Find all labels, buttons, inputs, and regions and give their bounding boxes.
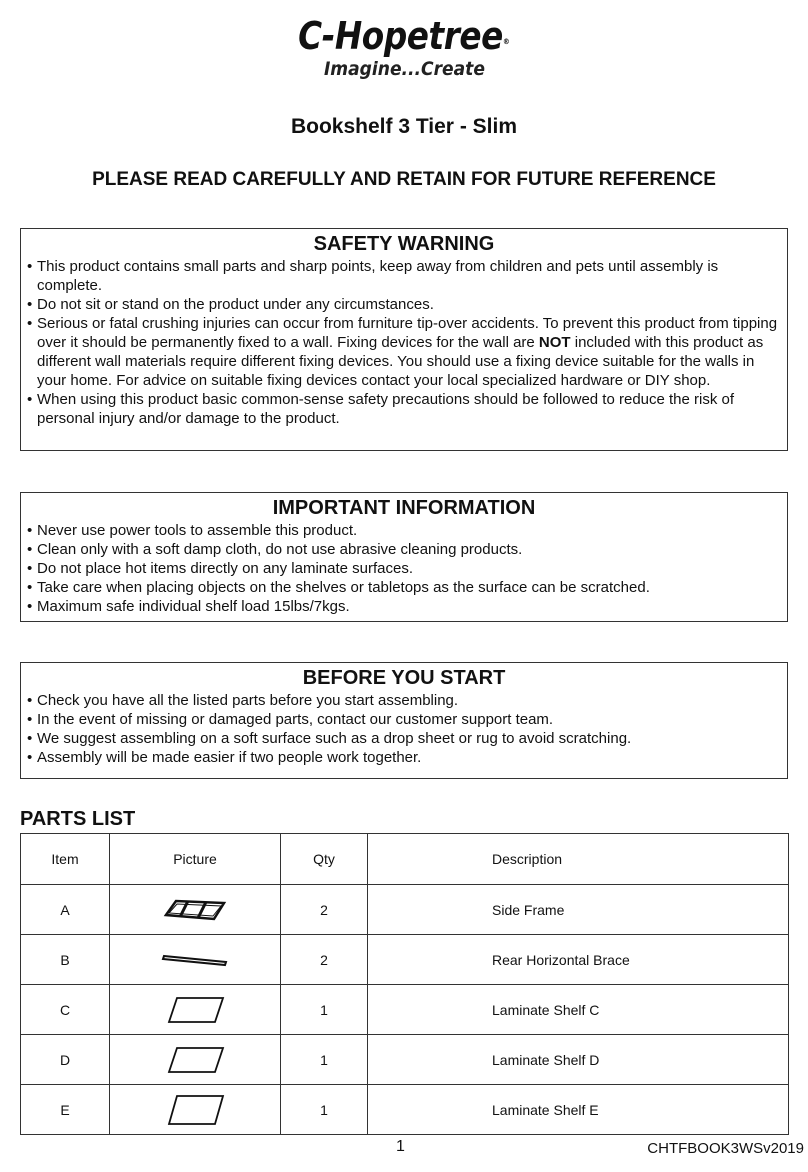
table-row xyxy=(21,885,789,935)
part-picture xyxy=(110,985,281,1035)
parts-table-header xyxy=(21,834,789,885)
part-qty: 1 xyxy=(281,985,368,1035)
safety-item: • This product contains small parts and sharp points, keep away from children and pets until assembly is complete. xyxy=(27,257,781,295)
part-item: D xyxy=(21,1035,110,1085)
page-number: 1 xyxy=(396,1138,405,1155)
before-item: • Assembly will be made easier if two people work together. xyxy=(27,748,781,767)
table-row xyxy=(21,1035,789,1085)
part-description: Rear Horizontal Brace xyxy=(368,935,789,985)
part-item: C xyxy=(21,985,110,1035)
part-qty: 1 xyxy=(281,1035,368,1085)
side-frame-icon xyxy=(160,895,230,925)
column-header-qty: Qty xyxy=(281,834,368,885)
before-you-start-heading: BEFORE YOU START xyxy=(302,667,506,689)
part-picture xyxy=(110,885,281,935)
shelf-icon xyxy=(163,1093,227,1127)
column-header-description: Description xyxy=(368,834,789,885)
parts-list-heading: PARTS LIST xyxy=(20,808,136,830)
before-you-start-box xyxy=(20,662,788,779)
important-item: • Clean only with a soft damp cloth, do not use abrasive cleaning products. xyxy=(27,540,781,559)
before-item: • In the event of missing or damaged parts, contact our customer support team. xyxy=(27,710,781,729)
document-code: CHTFBOOK3WSv2019 xyxy=(647,1140,804,1157)
before-item: • We suggest assembling on a soft surface such as a drop sheet or rug to avoid scratching. xyxy=(27,729,781,748)
shelf-icon xyxy=(163,995,227,1025)
brace-icon xyxy=(160,950,230,970)
part-description: Laminate Shelf C xyxy=(368,985,789,1035)
before-item: • Check you have all the listed parts before you start assembling. xyxy=(27,691,781,710)
document-title: Bookshelf 3 Tier - Slim xyxy=(290,115,517,138)
part-picture xyxy=(110,1035,281,1085)
part-description: Side Frame xyxy=(368,885,789,935)
part-item: B xyxy=(21,935,110,985)
part-qty: 2 xyxy=(281,885,368,935)
part-item: A xyxy=(21,885,110,935)
important-item: • Never use power tools to assemble this product. xyxy=(27,521,781,540)
table-row xyxy=(21,1085,789,1135)
parts-table xyxy=(20,833,789,1135)
important-item: • Maximum safe individual shelf load 15lbs/7kgs. xyxy=(27,597,781,616)
safety-warning-heading: SAFETY WARNING xyxy=(313,233,495,255)
brand-tagline: Imagine...Create xyxy=(323,58,485,80)
safety-warning-box xyxy=(20,228,788,451)
shelf-icon xyxy=(163,1045,227,1075)
part-picture xyxy=(110,935,281,985)
important-item: • Take care when placing objects on the shelves or tabletops as the surface can be scratched. xyxy=(27,578,781,597)
safety-item: • Do not sit or stand on the product under any circumstances. xyxy=(27,295,781,314)
emphasis-not: NOT xyxy=(538,334,571,351)
table-row xyxy=(21,935,789,985)
part-description: Laminate Shelf D xyxy=(368,1035,789,1085)
column-header-item: Item xyxy=(21,834,110,885)
important-information-heading: IMPORTANT INFORMATION xyxy=(272,497,536,519)
part-item: E xyxy=(21,1085,110,1135)
document-subtitle: PLEASE READ CAREFULLY AND RETAIN FOR FUTURE REFERENCE xyxy=(92,169,716,190)
part-qty: 2 xyxy=(281,935,368,985)
important-information-box xyxy=(20,492,788,622)
part-description: Laminate Shelf E xyxy=(368,1085,789,1135)
safety-item: • Serious or fatal crushing injuries can occur from furniture tip-over accidents. To prevent this product from tipping over it should be permanently fixed to a wall. Fixing devices for the wall are NOT included with this product as different wall materials require different fixing devices. You should use a fixing device suitable for the walls in your home. For advice on suitable fixing devices contact your local specialized hardware or DIY shop. xyxy=(27,314,781,390)
part-qty: 1 xyxy=(281,1085,368,1135)
brand-name: C-Hopetree® xyxy=(298,14,510,58)
important-item: • Do not place hot items directly on any laminate surfaces. xyxy=(27,559,781,578)
safety-item: • When using this product basic common-sense safety precautions should be followed to reduce the risk of personal injury and/or damage to the product. xyxy=(27,390,781,428)
column-header-picture: Picture xyxy=(110,834,281,885)
table-row xyxy=(21,985,789,1035)
brand-logo xyxy=(0,14,808,80)
part-picture xyxy=(110,1085,281,1135)
